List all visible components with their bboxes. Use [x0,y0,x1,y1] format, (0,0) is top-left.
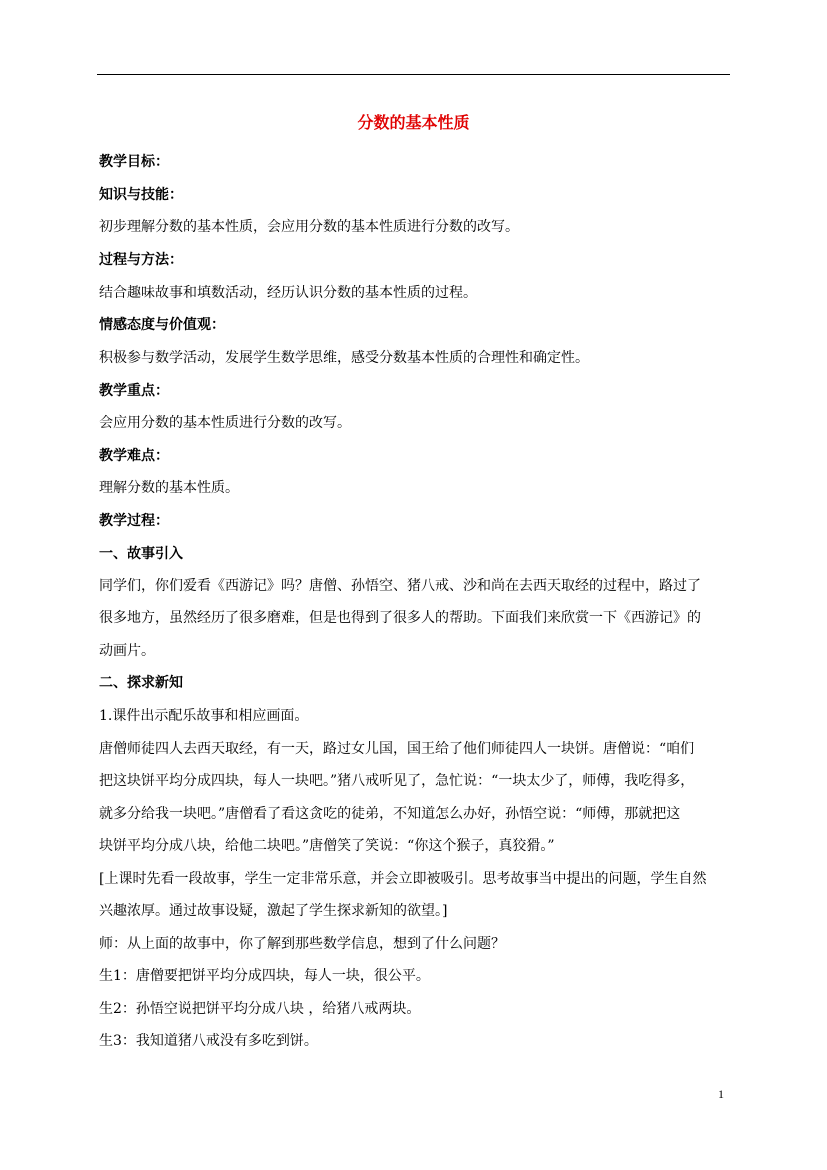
document-title: 分数的基本性质 [357,113,470,132]
page-number: 1 [718,1087,724,1101]
heading-attitude-values: 情感态度与价值观： [99,317,225,333]
paragraph-text: 块饼平均分成八块，给他二块吧。”唐僧笑了笑说：“你这个猴子，真狡猾。” [99,838,555,854]
paragraph-text: 会应用分数的基本性质进行分数的改写。 [99,415,351,431]
heading-key-points: 教学重点： [99,383,169,399]
paragraph-text: 同学们，你们爱看《西游记》吗？唐僧、孙悟空、猪八戒、沙和尚在去西天取经的过程中，路过了 [99,578,701,594]
heading-process-method: 过程与方法： [99,252,183,268]
heading-teaching-goals: 教学目标： [99,154,169,170]
paragraph-text: 结合趣味故事和填数活动，经历认识分数的基本性质的过程。 [99,285,477,301]
heading-knowledge-skills: 知识与技能： [99,187,183,203]
paragraph-text: 把这块饼平均分成四块，每人一块吧。”猪八戒听见了，急忙说：“一块太少了，师傅，我吃得多， [99,773,695,789]
heading-difficult-points: 教学难点： [99,448,169,464]
paragraph-text: 理解分数的基本性质。 [99,480,239,496]
header-rule [97,74,730,75]
paragraph-text: 初步理解分数的基本性质，会应用分数的基本性质进行分数的改写。 [99,219,519,235]
paragraph-text: 动画片。 [99,643,155,659]
paragraph-text: [上课时先看一段故事，学生一定非常乐意，并会立即被吸引。思考故事当中提出的问题，学生自然 [99,871,707,887]
paragraph-text: 兴趣浓厚。通过故事设疑，激起了学生探求新知的欲望。] [99,903,448,919]
paragraph-text: 生1：唐僧要把饼平均分成四块，每人一块，很公平。 [99,968,430,984]
paragraph-text: 师：从上面的故事中，你了解到那些数学信息，想到了什么问题？ [99,936,505,952]
heading-story-intro: 一、故事引入 [99,546,183,562]
paragraph-text: 生2：孙悟空说把饼平均分成八块 ，给猪八戒两块。 [99,1001,421,1017]
paragraph-text: 生3：我知道猪八戒没有多吃到饼。 [99,1033,318,1049]
paragraph-text: 1.课件出示配乐故事和相应画面。 [99,708,309,724]
paragraph-text: 就多分给我一块吧。”唐僧看了看这贪吃的徒弟，不知道怎么办好，孙悟空说：“师傅，那就把这 [99,806,681,822]
heading-teaching-process: 教学过程： [99,513,169,529]
heading-explore-new: 二、探求新知 [99,675,183,691]
paragraph-text: 唐僧师徒四人去西天取经，有一天，路过女儿国，国王给了他们师徒四人一块饼。唐僧说：“咱们 [99,741,695,757]
paragraph-text: 很多地方，虽然经历了很多磨难，但是也得到了很多人的帮助。下面我们来欣赏一下《西游记》的 [99,610,701,626]
paragraph-text: 积极参与数学活动，发展学生数学思维，感受分数基本性质的合理性和确定性。 [99,350,589,366]
